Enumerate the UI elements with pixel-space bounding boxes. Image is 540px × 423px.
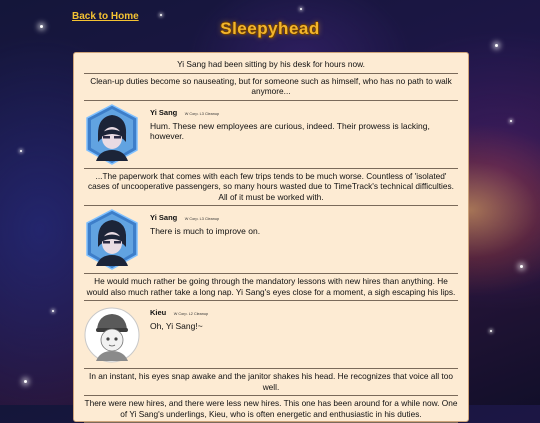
page-title: Sleepyhead <box>220 19 320 38</box>
dialogue-entry <box>84 101 458 169</box>
yi-sang-avatar-icon <box>84 104 140 165</box>
dialogue-entry <box>84 206 458 274</box>
speaker-name: Yi Sang <box>150 107 178 117</box>
star <box>495 44 498 47</box>
narration-text: Yi Sang had been sitting by his desk for hours now. <box>84 57 458 74</box>
yi-sang-avatar-icon <box>84 209 140 270</box>
speaker-line <box>150 211 260 224</box>
star <box>160 14 162 16</box>
dialogue-body <box>140 104 458 165</box>
narration-text: ...The paperwork that comes with each few trips tends to be much worse. Countless of 'isolated' cases of uncooperative passengers, so many hours wasted due to TimeTrack's technical difficulties. All of it must be worked with. <box>84 169 458 207</box>
narration-text: In an instant, his eyes snap awake and the janitor shakes his head. He recognizes that voice all too well. <box>84 369 458 396</box>
back-to-home-link[interactable]: Back to Home <box>72 11 139 22</box>
dialogue-text: There is much to improve on. <box>150 226 261 236</box>
star <box>20 150 22 152</box>
speaker-name: Kieu <box>150 308 167 317</box>
speaker-line <box>150 106 458 119</box>
yi-sang-portrait <box>84 209 140 270</box>
dialogue-body <box>140 209 260 270</box>
narration-text: There were new hires, and there were less new hires. This one has been around for a while now. One of Yi Sang's underlings, Kieu, who is often energetic and enthusiastic in his duties. <box>84 396 458 423</box>
story-panel <box>73 52 469 422</box>
dialogue-text: Hum. These new employees are curious, indeed. Their prowess is lacking, however. <box>150 120 430 141</box>
kieu-portrait <box>84 304 140 365</box>
kieu-avatar-icon <box>84 304 140 365</box>
yi-sang-portrait <box>84 104 140 165</box>
dialogue-text: Oh, Yi Sang!~ <box>150 321 203 331</box>
dialogue-body <box>140 304 208 365</box>
star <box>24 380 27 383</box>
star <box>520 265 523 268</box>
star <box>300 8 302 10</box>
narration-text: He would much rather be going through the mandatory lessons with new hires than anything. He would also much rather take a long nap. Yi Sang's eyes close for a moment, a sigh escaping his lips. <box>84 274 458 301</box>
speaker-title: W Corp. L2 Cleanup <box>173 312 209 316</box>
star <box>510 120 512 122</box>
dialogue-entry <box>84 301 458 369</box>
speaker-title: W Corp. L3 Cleanup <box>184 217 220 221</box>
star <box>52 310 54 312</box>
speaker-title: W Corp. L3 Cleanup <box>184 111 220 116</box>
speaker-name: Yi Sang <box>150 213 178 222</box>
star <box>490 330 492 332</box>
narration-text: Clean-up duties become so nauseating, but for someone such as himself, who has no path to walk anymore... <box>84 74 458 101</box>
speaker-line <box>150 306 208 319</box>
